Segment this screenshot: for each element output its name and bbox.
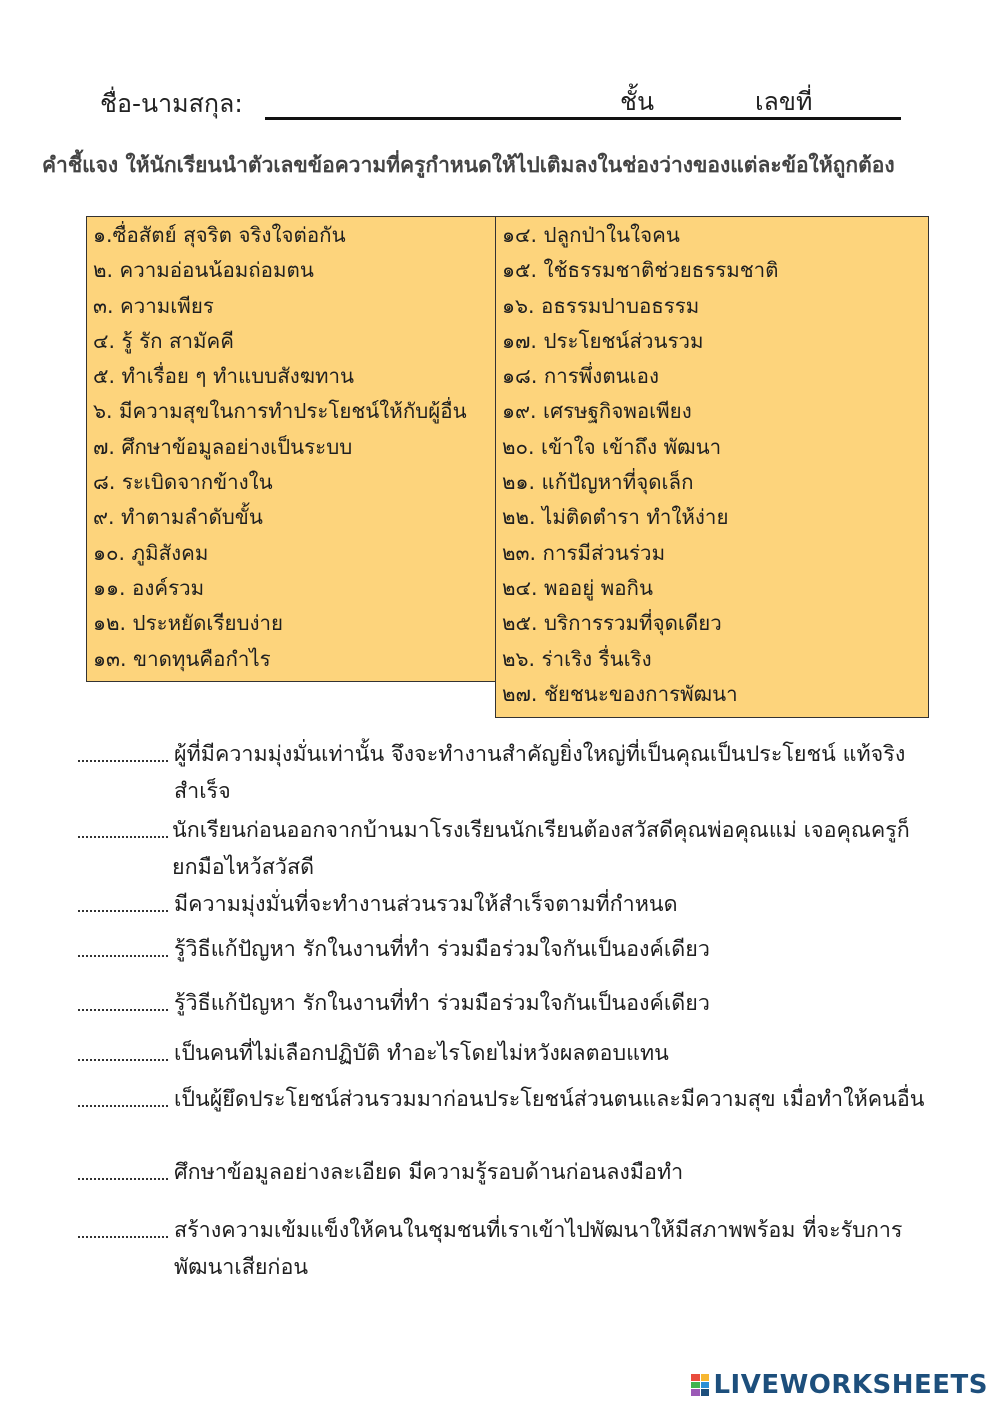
- option-item: ๒๓. การมีส่วนร่วม: [502, 540, 666, 565]
- instruction-text: คำชี้แจง ให้นักเรียนนำตัวเลขข้อความที่ครูกำหนดให้ไปเติมลงในช่องว่างของแต่ละข้อให้ถูกต้อง: [42, 153, 895, 177]
- liveworksheets-logo: [691, 1370, 988, 1400]
- logo-text: LIVEWORKSHEETS: [713, 1370, 988, 1400]
- option-item: ๒๗. ชัยชนะของการพัฒนา: [502, 681, 738, 706]
- number-label: เลขที่: [755, 87, 813, 116]
- question-text: ศึกษาข้อมูลอย่างละเอียด มีความรู้รอบด้านก่อนลงมือทำ: [174, 1160, 684, 1185]
- option-item: ๒๒. ไม่ติดตำรา ทำให้ง่าย: [502, 505, 729, 530]
- answer-blank[interactable]: [78, 758, 168, 762]
- option-item: ๕. ทำเรื่อย ๆ ทำแบบสังฆทาน: [93, 364, 354, 389]
- question-text: สร้างความเข้มแข็งให้คนในชุมชนที่เราเข้าไปพัฒนาให้มีสภาพพร้อม ที่จะรับการพัฒนาเสียก่อน: [174, 1218, 903, 1280]
- options-box-right: [495, 216, 929, 718]
- option-item: ๙. ทำตามลำดับขั้น: [93, 505, 263, 530]
- option-item: ๑๙. เศรษฐกิจพอเพียง: [502, 399, 692, 424]
- option-item: ๒. ความอ่อนน้อมถ่อมตน: [93, 258, 314, 283]
- option-item: ๘. ระเบิดจากข้างใน: [93, 470, 273, 495]
- question-text: ผู้ที่มีความมุ่งมั่นเท่านั้น จึงจะทำงานสำคัญยิ่งใหญ่ที่เป็นคุณเป็นประโยชน์ แท้จริงสำเร็จ: [174, 742, 906, 804]
- option-item: ๑๐. ภูมิสังคม: [93, 540, 209, 565]
- options-box-left: [86, 216, 498, 682]
- option-item: ๑๕. ใช้ธรรมชาติช่วยธรรมชาติ: [502, 258, 779, 283]
- answer-blank[interactable]: [78, 1057, 168, 1061]
- option-item: ๑๖. อธรรมปาบอธรรม: [502, 293, 700, 318]
- option-item: ๗. ศึกษาข้อมูลอย่างเป็นระบบ: [93, 434, 353, 459]
- question-text: เป็นผู้ยึดประโยชน์ส่วนรวมมาก่อนประโยชน์ส่วนตนและมีความสุข เมื่อทำให้คนอื่น: [174, 1087, 925, 1112]
- answer-blank[interactable]: [78, 1007, 168, 1011]
- option-item: ๒๕. บริการรวมที่จุดเดียว: [502, 611, 722, 636]
- option-item: ๒๖. ร่าเริง รื่นเริง: [502, 646, 652, 671]
- option-item: ๑๔. ปลูกป่าในใจคน: [502, 223, 680, 247]
- option-item: ๑๓. ขาดทุนคือกำไร: [93, 646, 271, 671]
- answer-blank[interactable]: [78, 1234, 168, 1238]
- answer-blank[interactable]: [78, 1176, 168, 1180]
- logo-cube-icon: [691, 1374, 709, 1396]
- answer-blank[interactable]: [78, 1103, 168, 1107]
- question-text: รู้วิธีแก้ปัญหา รักในงานที่ทำ ร่วมมือร่วมใจกันเป็นองค์เดียว: [174, 937, 710, 962]
- answer-blank[interactable]: [78, 834, 168, 838]
- name-label: ชื่อ-นามสกุล:: [100, 89, 243, 118]
- options-list-right: [502, 218, 928, 712]
- option-item: ๑.ซื่อสัตย์ สุจริต จริงใจต่อกัน: [93, 223, 346, 247]
- option-item: ๓. ความเพียร: [93, 293, 214, 318]
- option-item: ๑๗. ประโยชน์ส่วนรวม: [502, 328, 704, 353]
- option-item: ๖. มีความสุขในการทำประโยชน์ให้กับผู้อื่น: [93, 399, 467, 424]
- question-text: เป็นคนที่ไม่เลือกปฏิบัติ ทำอะไรโดยไม่หวังผลตอบแทน: [174, 1041, 669, 1066]
- question-text: นักเรียนก่อนออกจากบ้านมาโรงเรียนนักเรียนต้องสวัสดีคุณพ่อคุณแม่ เจอคุณครูก็ยกมือไหว้สวัสดี: [172, 818, 910, 880]
- question-text: มีความมุ่งมั่นที่จะทำงานส่วนรวมให้สำเร็จตามที่กำหนด: [174, 892, 678, 917]
- option-item: ๒๐. เข้าใจ เข้าถึง พัฒนา: [502, 434, 722, 459]
- option-item: ๒๑. แก้ปัญหาที่จุดเล็ก: [502, 470, 694, 495]
- option-item: ๑๘. การพึ่งตนเอง: [502, 364, 659, 389]
- options-list-left: [93, 218, 497, 677]
- option-item: ๔. รู้ รัก สามัคคี: [93, 328, 234, 353]
- answer-blank[interactable]: [78, 953, 168, 957]
- question-text: รู้วิธีแก้ปัญหา รักในงานที่ทำ ร่วมมือร่วมใจกันเป็นองค์เดียว: [174, 991, 710, 1016]
- answer-blank[interactable]: [78, 908, 168, 912]
- option-item: ๒๔. พออยู่ พอกิน: [502, 575, 653, 600]
- option-item: ๑๑. องค์รวม: [93, 575, 205, 600]
- option-item: ๑๒. ประหยัดเรียบง่าย: [93, 611, 284, 636]
- class-label: ชั้น: [620, 87, 655, 116]
